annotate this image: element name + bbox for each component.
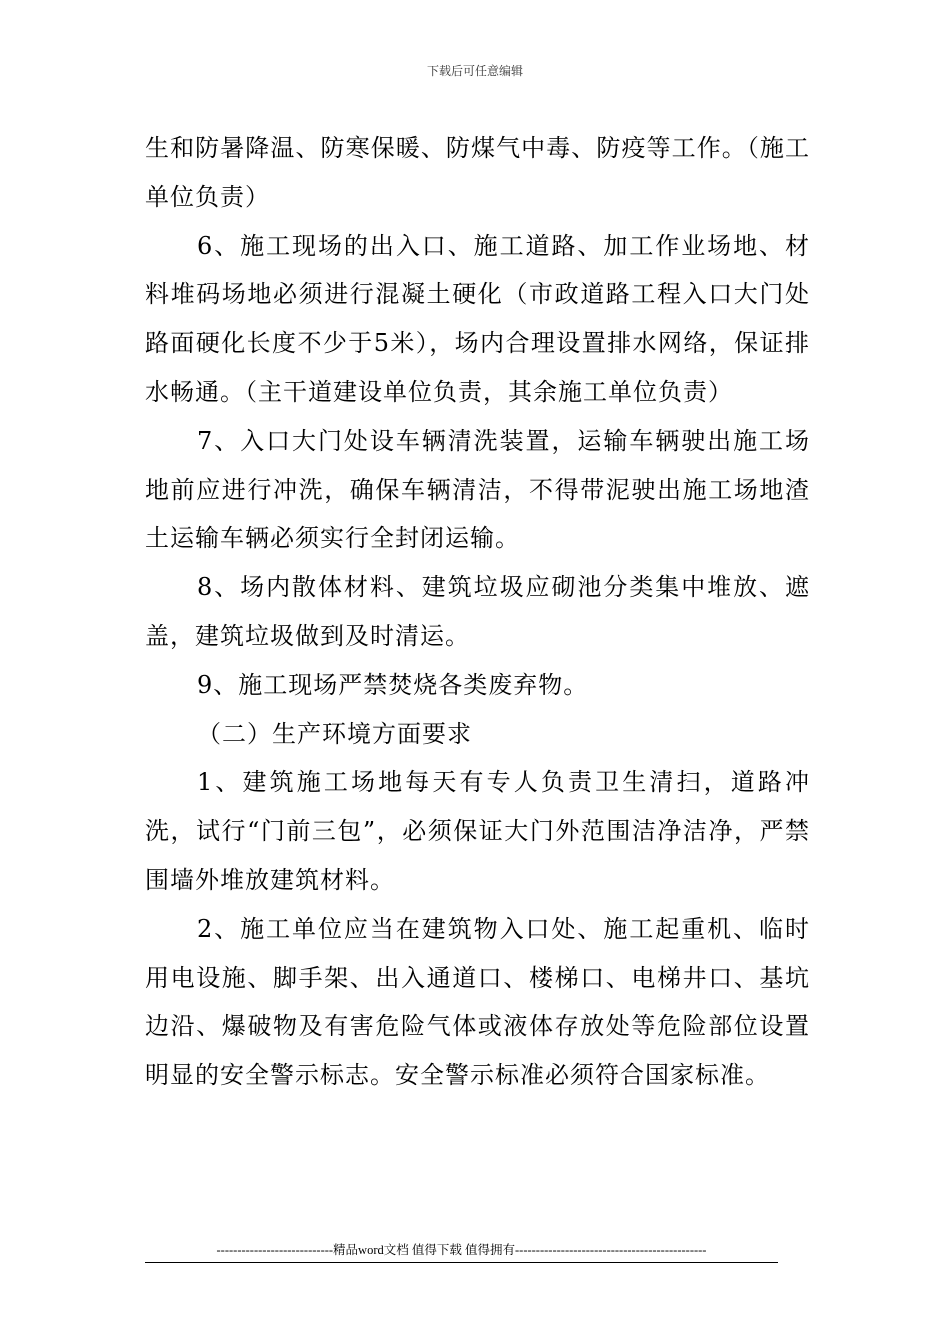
paragraph: 2、施工单位应当在建筑物入口处、施工起重机、临时用电设施、脚手架、出入通道口、楼梯口、电梯井口、基坑边沿、爆破物及有害危险气体或液体存放处等危险部位设置明显的安全警示标志。安全警示标准必须符合国家标准。 <box>145 914 810 1090</box>
footer-rule <box>145 1262 778 1263</box>
section-heading: （二）生产环境方面要求 <box>197 719 472 748</box>
paragraph: 6、施工现场的出入口、施工道路、加工作业场地、材料堆码场地必须进行混凝土硬化（市政道路工程入口大门处路面硬化长度不少于5米），场内合理设置排水网络，保证排水畅通。（主干道建设单位负责，其余施工单位负责） <box>145 231 810 406</box>
paragraph: 9、施工现场严禁焚烧各类废弃物。 <box>197 670 589 699</box>
page-header: 下载后可任意编辑 <box>426 64 523 78</box>
paragraph: 7、入口大门处设车辆清洗装置，运输车辆驶出施工场地前应进行冲洗，确保车辆清洁，不得带泥驶出施工场地渣土运输车辆必须实行全封闭运输。 <box>145 426 810 553</box>
paragraph: 8、场内散体材料、建筑垃圾应砌池分类集中堆放、遮盖，建筑垃圾做到及时清运。 <box>145 573 810 650</box>
document-body <box>145 124 810 1100</box>
paragraph: 生和防暑降温、防寒保暖、防煤气中毒、防疫等工作。（施工单位负责） <box>145 134 810 211</box>
page-footer: ----------------------------精品word文档 值得下载 值得拥有---------------------------------------------- <box>216 1243 707 1257</box>
paragraph: 1、建筑施工场地每天有专人负责卫生清扫，道路冲洗，试行“门前三包”，必须保证大门外范围洁净洁净，严禁围墙外堆放建筑材料。 <box>145 768 810 894</box>
